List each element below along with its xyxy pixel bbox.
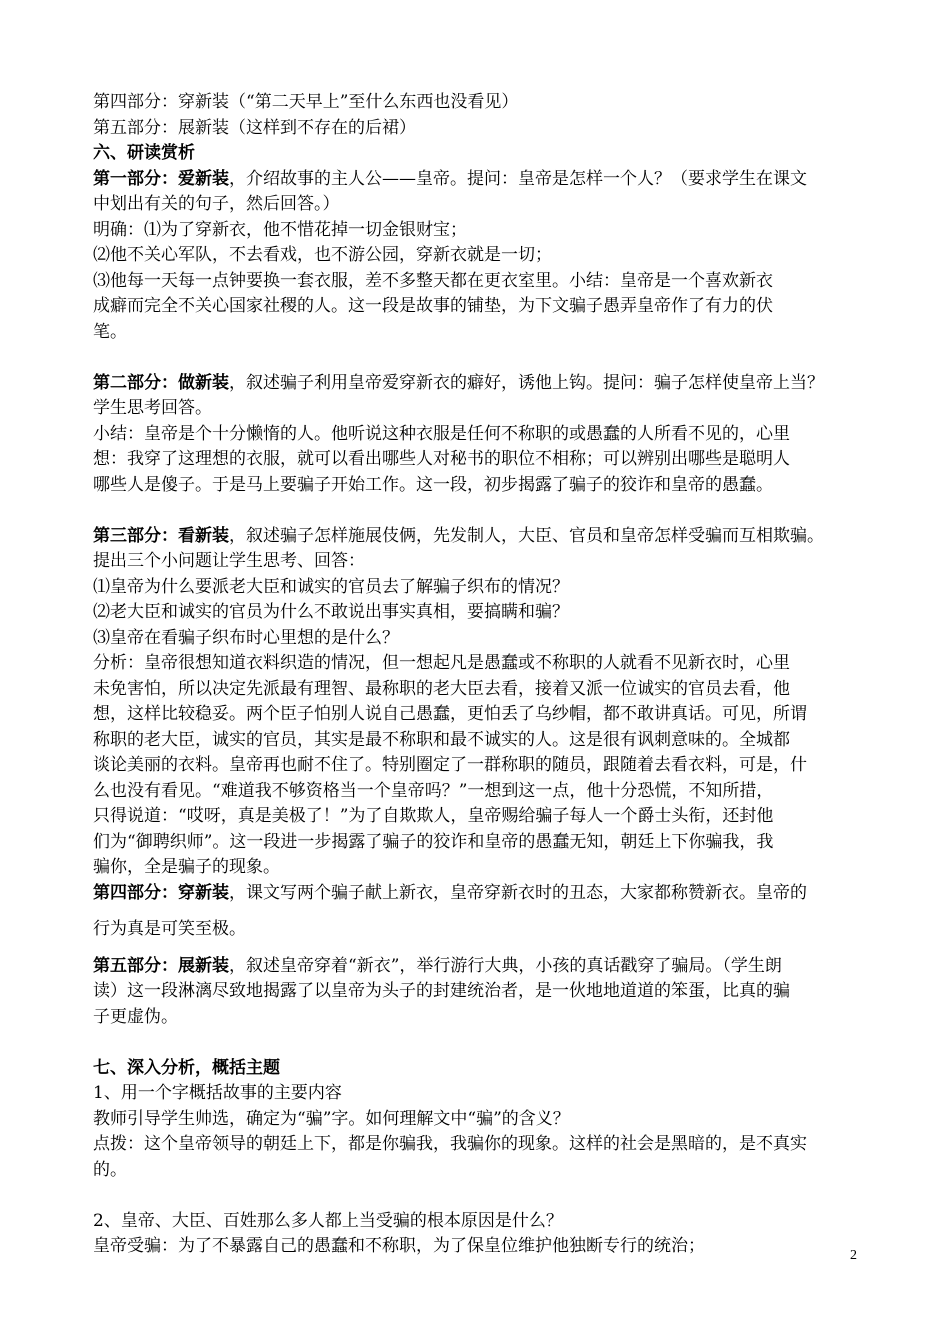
paragraph-line bbox=[93, 524, 868, 550]
paragraph-line: 么也没有看见。“难道我不够资格当一个皇帝吗？”一想到这一点，他十分恐慌，不知所措， bbox=[93, 780, 774, 801]
paragraph-line: 笔。 bbox=[93, 321, 127, 342]
part-label: 第四部分：穿新装 bbox=[93, 882, 229, 903]
paragraph-line: 中划出有关的句子，然后回答。） bbox=[93, 194, 340, 214]
part-label: 第二部分：做新装 bbox=[93, 372, 229, 393]
paragraph-line: 成癖而完全不关心国家社稷的人。这一段是故事的铺垫，为下文骗子愚弄皇帝作了有力的伏 bbox=[93, 296, 773, 316]
text-line: 第五部分：展新装（这样到不存在的后裙） bbox=[93, 117, 416, 138]
page-number: 2 bbox=[850, 1248, 857, 1263]
paragraph-line: 子更虚伪。 bbox=[93, 1006, 178, 1027]
part-label: 第五部分：展新装 bbox=[93, 955, 229, 976]
paragraph-line bbox=[93, 167, 868, 193]
paragraph-text: ，叙述骗子利用皇帝爱穿新衣的癖好，诱他上钩。提问：骗子怎样使皇帝上当？ bbox=[229, 372, 824, 393]
paragraph-line: ⑵他不关心军队，不去看戏，也不游公园，穿新衣就是一切； bbox=[93, 245, 552, 265]
paragraph-line: 们为“御聘织师”。这一段进一步揭露了骗子的狡诈和皇帝的愚蠢无知，朝廷上下你骗我，我 bbox=[93, 831, 774, 852]
paragraph-line: 1、用一个字概括故事的主要内容 bbox=[93, 1083, 342, 1103]
text-line: 第四部分：穿新装（“第二天早上”至什么东西也没看见） bbox=[93, 92, 519, 112]
paragraph-line: 学生思考回答。 bbox=[93, 398, 212, 418]
paragraph-line: 皇帝受骗：为了不暴露自己的愚蠢和不称职，为了保皇位维护他独断专行的统治； bbox=[93, 1236, 705, 1256]
paragraph-line: ⑶皇帝在看骗子织布时心里想的是什么？ bbox=[93, 627, 399, 648]
paragraph-line: ⑵老大臣和诚实的官员为什么不敢说出事实真相，要搞瞒和骗？ bbox=[93, 602, 569, 622]
paragraph-line: 想：我穿了这理想的衣服，就可以看出哪些人对秘书的职位不相称；可以辨别出哪些是聪明人 bbox=[93, 449, 790, 469]
paragraph-line: 教师引导学生帅选，确定为“骗”字。如何理解文中“骗”的含义？ bbox=[93, 1108, 570, 1129]
paragraph-line: 称职的老大臣，诚实的官员，其实是最不称职和最不诚实的人。这是很有讽刺意味的。全城都 bbox=[93, 729, 790, 750]
paragraph-line: ⑶他每一天每一点钟要换一套衣服，差不多整天都在更衣室里。小结：皇帝是一个喜欢新衣 bbox=[93, 270, 773, 291]
paragraph-line: 点拨：这个皇帝领导的朝廷上下，都是你骗我，我骗你的现象。这样的社会是黑暗的，是不真实 bbox=[93, 1134, 807, 1154]
paragraph-line: 小结：皇帝是个十分懒惰的人。他听说这种衣服是任何不称职的或愚蠢的人所看不见的，心里 bbox=[93, 423, 790, 444]
section-heading: 七、深入分析，概括主题 bbox=[93, 1057, 280, 1078]
paragraph-line: ⑴皇帝为什么要派老大臣和诚实的官员去了解骗子织布的情况？ bbox=[93, 576, 569, 597]
paragraph-text: ，叙述皇帝穿着“新衣”，举行游行大典，小孩的真话戳穿了骗局。（学生朗 bbox=[229, 955, 782, 976]
paragraph-line: 2、皇帝、大臣、百姓那么多人都上当受骗的根本原因是什么？ bbox=[93, 1210, 563, 1231]
paragraph-line: 只得说道：“哎呀，真是美极了！”为了自欺欺人，皇帝赐给骗子每人一个爵士头衔，还封他 bbox=[93, 806, 774, 826]
document-body bbox=[93, 90, 868, 1260]
paragraph-line: 想，这样比较稳妥。两个臣子怕别人说自己愚蠢，更怕丢了乌纱帽，都不敢讲真话。可见，所谓 bbox=[93, 704, 807, 724]
paragraph-text: ，课文写两个骗子献上新衣，皇帝穿新衣时的丑态，大家都称赞新衣。皇帝的 bbox=[229, 882, 807, 903]
paragraph-line bbox=[93, 881, 868, 907]
paragraph-line: 行为真是可笑至极。 bbox=[93, 919, 246, 939]
paragraph-line: 谈论美丽的衣料。皇帝再也耐不住了。特别圈定了一群称职的随员，跟随着去看衣料，可是，什 bbox=[93, 755, 807, 775]
paragraph-line: 未免害怕，所以决定先派最有理智、最称职的老大臣去看，接着又派一位诚实的官员去看，他 bbox=[93, 678, 790, 699]
section-heading: 六、研读赏析 bbox=[93, 143, 195, 163]
paragraph-line bbox=[93, 371, 868, 397]
paragraph-line bbox=[93, 954, 868, 980]
paragraph-line: 哪些人是傻子。于是马上要骗子开始工作。这一段，初步揭露了骗子的狡诈和皇帝的愚蠢。 bbox=[93, 474, 773, 495]
paragraph-line: 提出三个小问题让学生思考、回答： bbox=[93, 551, 365, 571]
paragraph-line: 的。 bbox=[93, 1159, 127, 1180]
part-label: 第三部分：看新装 bbox=[93, 525, 229, 546]
paragraph-line: 骗你，全是骗子的现象。 bbox=[93, 857, 280, 877]
part-label: 第一部分：爱新装 bbox=[93, 168, 229, 189]
paragraph-line: 读）这一段淋漓尽致地揭露了以皇帝为头子的封建统治者，是一伙地地道道的笨蛋，比真的骗 bbox=[93, 981, 790, 1001]
paragraph-text: ，介绍故事的主人公——皇帝。提问：皇帝是怎样一个人？（要求学生在课文 bbox=[229, 168, 807, 189]
paragraph-line: 明确：⑴为了穿新衣，他不惜花掉一切金银财宝； bbox=[93, 219, 467, 240]
paragraph-text: ，叙述骗子怎样施展伎俩，先发制人，大臣、官员和皇帝怎样受骗而互相欺骗。 bbox=[229, 525, 824, 546]
paragraph-line: 分析：皇帝很想知道衣料织造的情况，但一想起凡是愚蠢或不称职的人就看不见新衣时，心里 bbox=[93, 653, 790, 673]
